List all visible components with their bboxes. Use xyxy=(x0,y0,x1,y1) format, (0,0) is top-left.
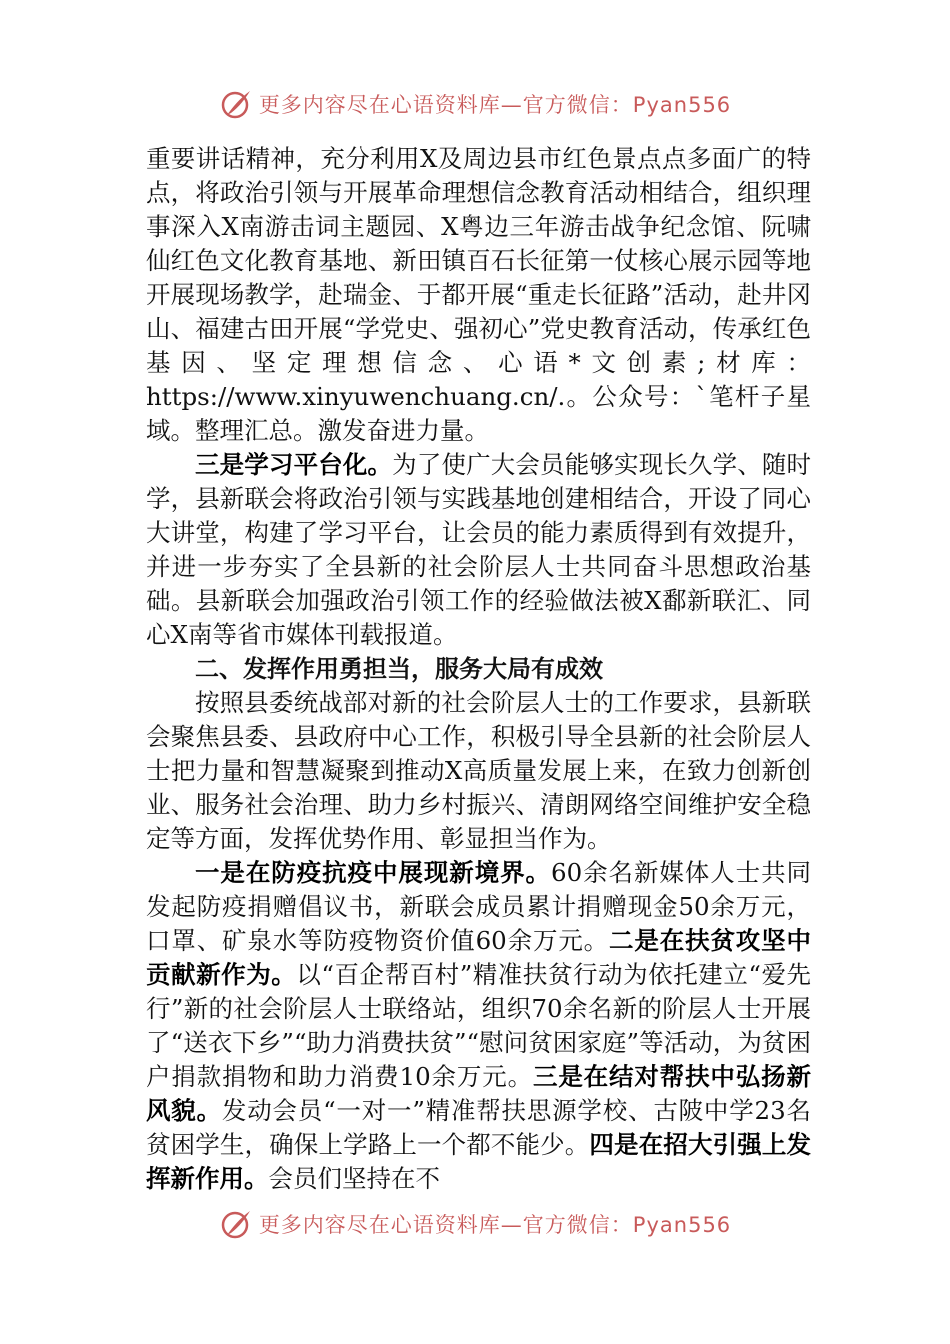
paragraph-text: 发动会员“一对一”精准帮扶思源学校、古陂中学23名贫困学生，确保上学路上一个都不能少。 xyxy=(146,1096,811,1159)
watermark-footer xyxy=(0,1204,950,1244)
document-body xyxy=(146,142,811,1196)
feather-pen-logo-icon xyxy=(219,87,253,121)
paragraph-learning-platform xyxy=(146,448,811,652)
paragraph-lead: 三是学习平台化。 xyxy=(195,450,393,479)
paragraph-red-education: 重要讲话精神，充分利用X及周边县市红色景点点多面广的特点，将政治引领与开展革命理想信念教育活动相结合，组织理事深入X南游击词主题园、X粤边三年游击战争纪念馆、阮啸仙红色文化教育基地、新田镇百石长征第一仗核心展示园等地开展现场教学，赴瑞金、于都开展“重走长征路”活动，赴井冈山、福建古田开展“学党史、强初心”党史教育活动，传承红色基因、坚定理想信念、心语*文创素;材库：https://www.xinyuwenchuang.cn/.。公众号：`笔杆子星域。整理汇总。激发奋进力量。 xyxy=(146,144,811,445)
watermark-header xyxy=(0,84,950,124)
feather-pen-logo-icon xyxy=(219,1207,253,1241)
paragraph-lead: 三是在结对帮扶中弘扬新风貌。 xyxy=(146,1062,811,1125)
paragraph-text: 以“百企帮百村”精准扶贫行动为依托建立“爱先行”新的社会阶层人士联络站，组织70余名新的阶层人士开展了“送衣下乡”“助力消费扶贫”“慰问贫困家庭”等活动，为贫困户捐款捐物和助力消费10余万元。 xyxy=(146,960,812,1091)
section-heading: 二、发挥作用勇担当，服务大局有成效 xyxy=(195,655,603,683)
paragraph-text: 为了使广大会员能够实现长久学、随时学，县新联会将政治引领与实践基地创建相结合，开设了同心大讲堂，构建了学习平台，让会员的能力素质得到有效提升，并进一步夯实了全县新的社会阶层人士共同奋斗思想政治基础。县新联会加强政治引领工作的经验做法被X鄱新联汇、同心X南等省市媒体刊载报道。 xyxy=(146,450,812,649)
paragraph-lead: 一是在防疫抗疫中展现新境界。 xyxy=(195,858,551,887)
paragraph-lead: 二是在扶贫攻坚中贡献新作为。 xyxy=(146,926,811,989)
watermark-text: 更多内容尽在心语资料库—官方微信：Pyan556 xyxy=(258,93,732,117)
watermark-text: 更多内容尽在心语资料库—官方微信：Pyan556 xyxy=(258,1213,732,1237)
paragraph-lead: 四是在招大引强上发挥新作用。 xyxy=(146,1130,811,1193)
paragraph-work-requirements: 按照县委统战部对新的社会阶层人士的工作要求，县新联会聚焦县委、县政府中心工作，积极引导全县新的社会阶层人士把力量和智慧凝聚到推动X高质量发展上来，在致力创新创业、服务社会治理、助力乡村振兴、清朗网络空间维护安全稳定等方面，发挥优势作用、彰显担当作为。 xyxy=(146,688,811,853)
paragraph-achievements xyxy=(146,856,811,1196)
paragraph-text: 会员们坚持在不 xyxy=(268,1164,440,1193)
paragraph-text: 60余名新媒体人士共同发起防疫捐赠倡议书，新联会成员累计捐赠现金50余万元，口罩、矿泉水等防疫物资价值60余万元。 xyxy=(146,858,811,955)
